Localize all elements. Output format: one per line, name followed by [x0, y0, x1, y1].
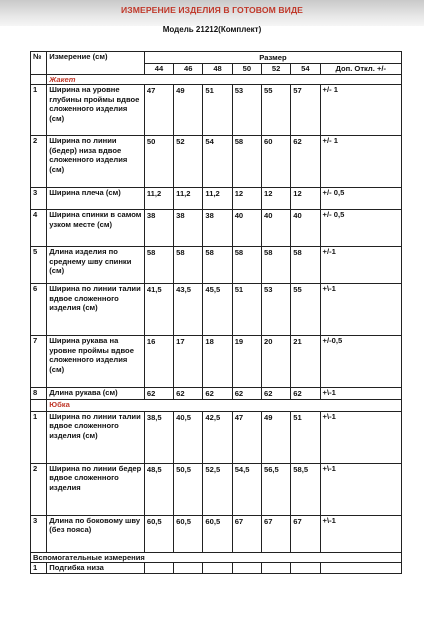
size-value: 55: [261, 85, 290, 136]
empty-cell: [261, 563, 290, 573]
table-row: [31, 388, 402, 399]
size-value: 19: [232, 336, 261, 388]
measurement-label: Длина по боковому шву (без пояса): [47, 515, 145, 552]
size-value: 40: [291, 210, 320, 247]
size-value: 58: [203, 247, 232, 284]
measurement-table: [30, 51, 402, 574]
aux-section-title: Вспомогательные измерения: [31, 552, 402, 562]
tolerance-value: +/-0,5: [320, 336, 401, 388]
measurement-label: Ширина по линии талии вдвое сложенного изделия (см): [47, 284, 145, 336]
section-label: Юбка: [47, 399, 402, 411]
row-number: 7: [31, 336, 47, 388]
size-value: 60,5: [203, 515, 232, 552]
size-value: 58: [232, 247, 261, 284]
table-row: [31, 85, 402, 136]
tolerance-value: +/- 0,5: [320, 210, 401, 247]
size-value: 47: [144, 85, 173, 136]
size-value: 54,5: [232, 463, 261, 515]
size-value: 62: [261, 388, 290, 399]
measurement-label: Ширина плеча (см): [47, 188, 145, 210]
row-number: 3: [31, 515, 47, 552]
empty-cell: [232, 563, 261, 573]
size-value: 38,5: [144, 411, 173, 463]
size-value: 60,5: [174, 515, 203, 552]
empty-cell: [291, 563, 320, 573]
size-value: 20: [261, 336, 290, 388]
empty-cell: [203, 563, 232, 573]
size-value: 45,5: [203, 284, 232, 336]
size-value: 67: [261, 515, 290, 552]
row-number: 2: [31, 463, 47, 515]
size-value: 11,2: [203, 188, 232, 210]
measurement-label: Ширина по линии бедер вдвое сложенного изделия: [47, 463, 145, 515]
row-number: 8: [31, 388, 47, 399]
aux-row: [31, 563, 402, 573]
tolerance-value: +\-1: [320, 388, 401, 399]
size-value: 38: [203, 210, 232, 247]
measurement-label: Подгибка низа: [47, 563, 145, 573]
size-value: 54: [203, 136, 232, 188]
empty-cell: [174, 563, 203, 573]
size-value: 12: [291, 188, 320, 210]
size-value: 62: [291, 136, 320, 188]
row-number: 2: [31, 136, 47, 188]
size-value: 51: [291, 411, 320, 463]
tolerance-value: +\-1: [320, 515, 401, 552]
tolerance-value: +\-1: [320, 284, 401, 336]
table-row: [31, 284, 402, 336]
measurement-label: Ширина спинки в самом узком месте (см): [47, 210, 145, 247]
table-row: [31, 411, 402, 463]
measurement-label: Ширина по линии талии вдвое сложенного изделия (см): [47, 411, 145, 463]
size-value: 17: [174, 336, 203, 388]
size-value: 43,5: [174, 284, 203, 336]
size-value: 53: [232, 85, 261, 136]
size-value: 60,5: [144, 515, 173, 552]
size-value: 51: [232, 284, 261, 336]
measurement-label: Ширина рукава на уровне проймы вдвое сложенного изделия (см): [47, 336, 145, 388]
size-value: 18: [203, 336, 232, 388]
table-row: [31, 336, 402, 388]
size-value: 67: [232, 515, 261, 552]
size-value: 62: [203, 388, 232, 399]
size-value: 58: [291, 247, 320, 284]
row-number: 6: [31, 284, 47, 336]
measurement-label: Длина рукава (см): [47, 388, 145, 399]
size-value: 55: [291, 284, 320, 336]
size-value: 58: [144, 247, 173, 284]
size-header: 46: [174, 64, 203, 75]
size-value: 52: [174, 136, 203, 188]
size-value: 58: [174, 247, 203, 284]
size-value: 16: [144, 336, 173, 388]
section-row: [31, 75, 402, 85]
size-header: 52: [261, 64, 290, 75]
size-value: 57: [291, 85, 320, 136]
tolerance-value: +/- 1: [320, 85, 401, 136]
size-value: 52,5: [203, 463, 232, 515]
size-value: 49: [261, 411, 290, 463]
table-row: [31, 136, 402, 188]
size-value: 38: [174, 210, 203, 247]
measurement-label: Ширина на уровне глубины проймы вдвое сложенного изделия (см): [47, 85, 145, 136]
row-number: 5: [31, 247, 47, 284]
tolerance-value: +/- 0,5: [320, 188, 401, 210]
size-value: 62: [291, 388, 320, 399]
size-value: 12: [261, 188, 290, 210]
tolerance-value: +\-1: [320, 411, 401, 463]
table-row: [31, 210, 402, 247]
size-value: 38: [144, 210, 173, 247]
size-value: 40: [261, 210, 290, 247]
size-value: 49: [174, 85, 203, 136]
column-header-number: №: [31, 52, 47, 75]
column-header-tolerance: Доп. Откл. +/-: [320, 64, 401, 75]
page-title: ИЗМЕРЕНИЕ ИЗДЕЛИЯ В ГОТОВОМ ВИДЕ: [120, 5, 304, 15]
size-value: 62: [174, 388, 203, 399]
size-header: 50: [232, 64, 261, 75]
size-value: 48,5: [144, 463, 173, 515]
size-value: 41,5: [144, 284, 173, 336]
size-value: 11,2: [174, 188, 203, 210]
size-value: 50: [144, 136, 173, 188]
section-label: Жакет: [47, 75, 402, 85]
header-row: [31, 52, 402, 64]
size-value: 53: [261, 284, 290, 336]
row-number: 1: [31, 85, 47, 136]
size-value: 12: [232, 188, 261, 210]
section-number-cell: [31, 75, 47, 85]
size-header: 44: [144, 64, 173, 75]
size-value: 60: [261, 136, 290, 188]
size-header: 48: [203, 64, 232, 75]
aux-section-row: [31, 552, 402, 562]
size-value: 58,5: [291, 463, 320, 515]
size-value: 62: [232, 388, 261, 399]
size-value: 40: [232, 210, 261, 247]
size-value: 58: [232, 136, 261, 188]
row-number: 3: [31, 188, 47, 210]
column-header-size: Размер: [144, 52, 401, 64]
empty-cell: [144, 563, 173, 573]
size-value: 50,5: [174, 463, 203, 515]
table-row: [31, 247, 402, 284]
size-value: 62: [144, 388, 173, 399]
section-number-cell: [31, 399, 47, 411]
row-number: 1: [31, 563, 47, 573]
size-value: 11,2: [144, 188, 173, 210]
tolerance-value: +\-1: [320, 463, 401, 515]
section-row: [31, 399, 402, 411]
tolerance-value: +/-1: [320, 247, 401, 284]
size-value: 56,5: [261, 463, 290, 515]
size-value: 21: [291, 336, 320, 388]
size-value: 47: [232, 411, 261, 463]
column-header-measurement: Измерение (см): [47, 52, 145, 75]
empty-cell: [320, 563, 401, 573]
row-number: 4: [31, 210, 47, 247]
size-value: 42,5: [203, 411, 232, 463]
size-value: 58: [261, 247, 290, 284]
table-row: [31, 463, 402, 515]
measurement-label: Ширина по линии (бедер) низа вдвое сложенного изделия (см): [47, 136, 145, 188]
measurement-label: Длина изделия по среднему шву спинки (см): [47, 247, 145, 284]
size-value: 51: [203, 85, 232, 136]
table-row: [31, 188, 402, 210]
tolerance-value: +/- 1: [320, 136, 401, 188]
size-value: 40,5: [174, 411, 203, 463]
size-header: 54: [291, 64, 320, 75]
row-number: 1: [31, 411, 47, 463]
table-row: [31, 515, 402, 552]
model-title: Модель 21212(Комплект): [162, 25, 262, 34]
size-value: 67: [291, 515, 320, 552]
